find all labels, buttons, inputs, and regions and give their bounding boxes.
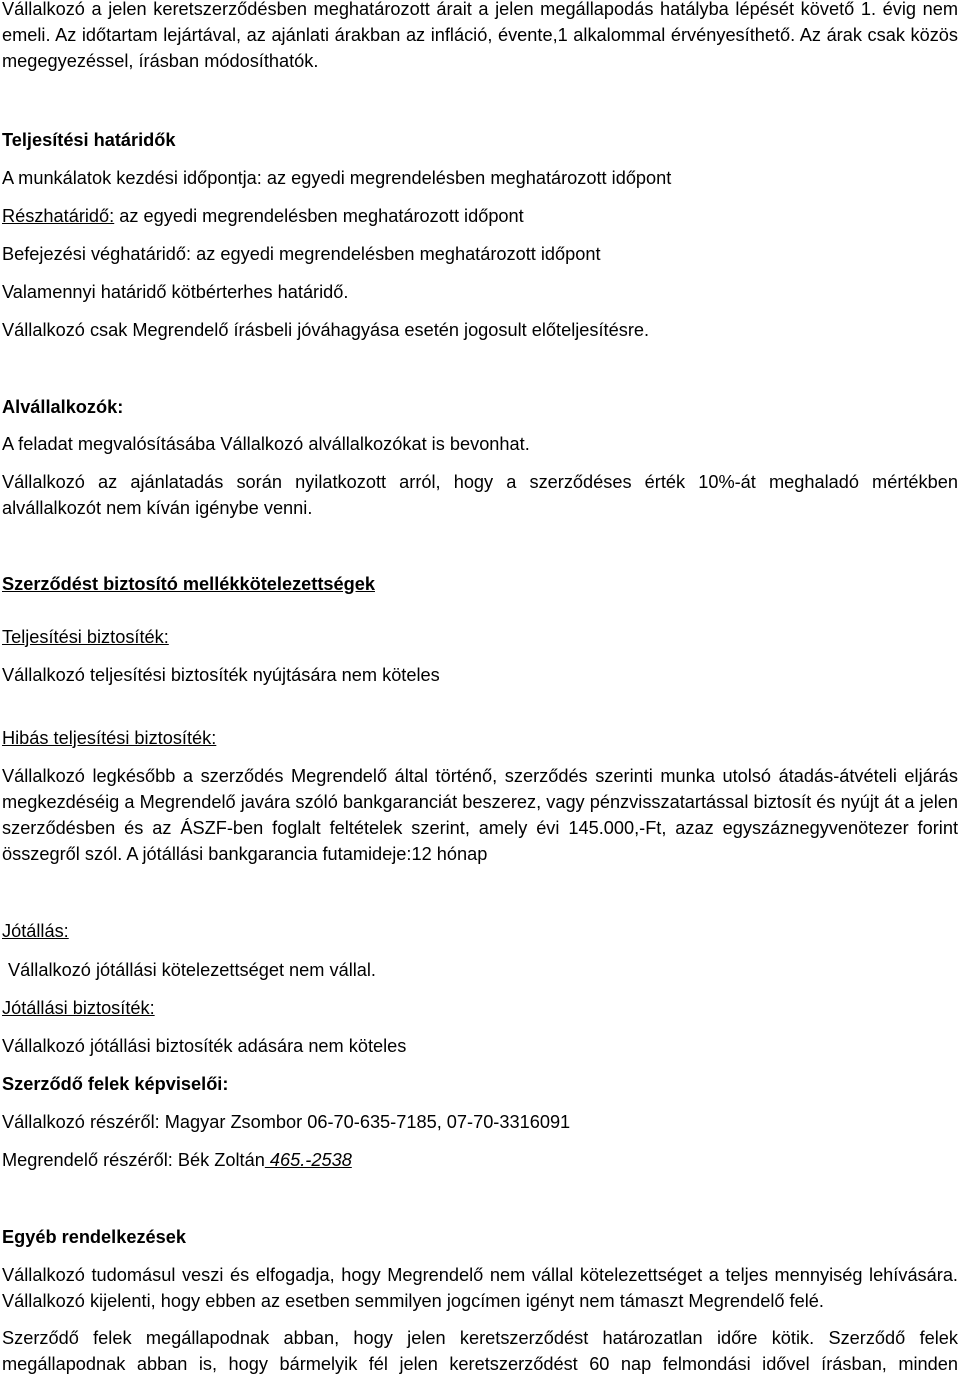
warranty-security-heading: Jótállási biztosíték: [2,998,155,1018]
warranty-text: Vállalkozó jótállási kötelezettséget nem vállal. [8,960,376,980]
defect-security-heading: Hibás teljesítési biztosíték: [2,728,217,748]
other-provisions-p2: Szerződő felek megállapodnak abban, hogy jelen keretszerződést határozatlan időre kötik. Szerződő felek megállapodnak abban is, hogy bármelyik fél jelen keretszerződést 60 nap felmondási idővel írásban, minden [2,1328,958,1374]
warranty-security-text: Vállalkozó jótállási biztosíték adására nem köteles [2,1036,407,1056]
subcontractors-p2: Vállalkozó az ajánlatadás során nyilatkozott arról, hogy a szerződéses érték 10%-át meghaladó mértékben alvállalkozót nem kíván igénybe venni. [2,472,958,518]
start-date-line: A munkálatok kezdési időpontja: az egyedi megrendelésben meghatározott időpont [2,168,672,188]
early-completion-line: Vállalkozó csak Megrendelő írásbeli jóváhagyása esetén jogosult előteljesítésre. [2,320,650,340]
other-provisions-p1: Vállalkozó tudomásul veszi és elfogadja, hogy Megrendelő nem vállal kötelezettséget a teljes mennyiség lehívására. Vállalkozó kijelenti, hogy ebben az esetben semmilyen jogcímen igényt nem támaszt Megrendelő felé. [2,1265,958,1311]
warranty-heading: Jótállás: [2,921,69,941]
final-deadline-line: Befejezési véghatáridő: az egyedi megrendelésben meghatározott időpont [2,244,601,264]
client-representative [2,1147,958,1173]
performance-security-heading: Teljesítési biztosíték: [2,627,169,647]
partial-deadline-label: Részhatáridő: [2,206,115,226]
contractor-representative: Vállalkozó részéről: Magyar Zsombor 06-70-635-7185, 07-70-3316091 [2,1112,571,1132]
partial-deadline-line [2,203,958,229]
other-provisions-heading: Egyéb rendelkezések [2,1227,186,1247]
client-representative-name: Megrendelő részéről: Bék Zoltán [2,1150,265,1170]
securities-heading: Szerződést biztosító mellékkötelezettségek [2,574,375,594]
client-representative-phone: 465.-2538 [264,1150,352,1170]
representatives-heading: Szerződő felek képviselői: [2,1074,229,1094]
defect-security-text: Vállalkozó legkésőbb a szerződés Megrendelő által történő, szerződés szerinti munka utolsó átadás-átvételi eljárás megkezdéséig a Megrendelő javára szóló bankgaranciát beszerez, vagy pénzvisszatartással biztosít és nyújt át a jelen szerződésben és az ÁSZF-ben foglalt feltételek szerint, amely évi 145.000,-Ft, azaz egyszáznegyvenötezer forint összegről szól. A jótállási bankgarancia futamideje:12 hónap [2,766,958,864]
intro-paragraph: Vállalkozó a jelen keretszerződésben meghatározott árait a jelen megállapodás hatályba lépését követő 1. évig nem emeli. Az időtartam lejártával, az ajánlati árakban az infláció, évente,1 alkalommal érvényesíthető. Az árak csak közös megegyezéssel, írásban módosíthatók. [2,0,958,71]
performance-security-text: Vállalkozó teljesítési biztosíték nyújtására nem köteles [2,665,440,685]
subcontractors-p1: A feladat megvalósításába Vállalkozó alvállalkozókat is bevonhat. [2,434,530,454]
deadlines-heading: Teljesítési határidők [2,130,176,150]
subcontractors-heading: Alvállalkozók: [2,397,124,417]
partial-deadline-text: az egyedi megrendelésben meghatározott időpont [114,206,524,226]
penalty-line: Valamennyi határidő kötbérterhes határidő. [2,282,349,302]
